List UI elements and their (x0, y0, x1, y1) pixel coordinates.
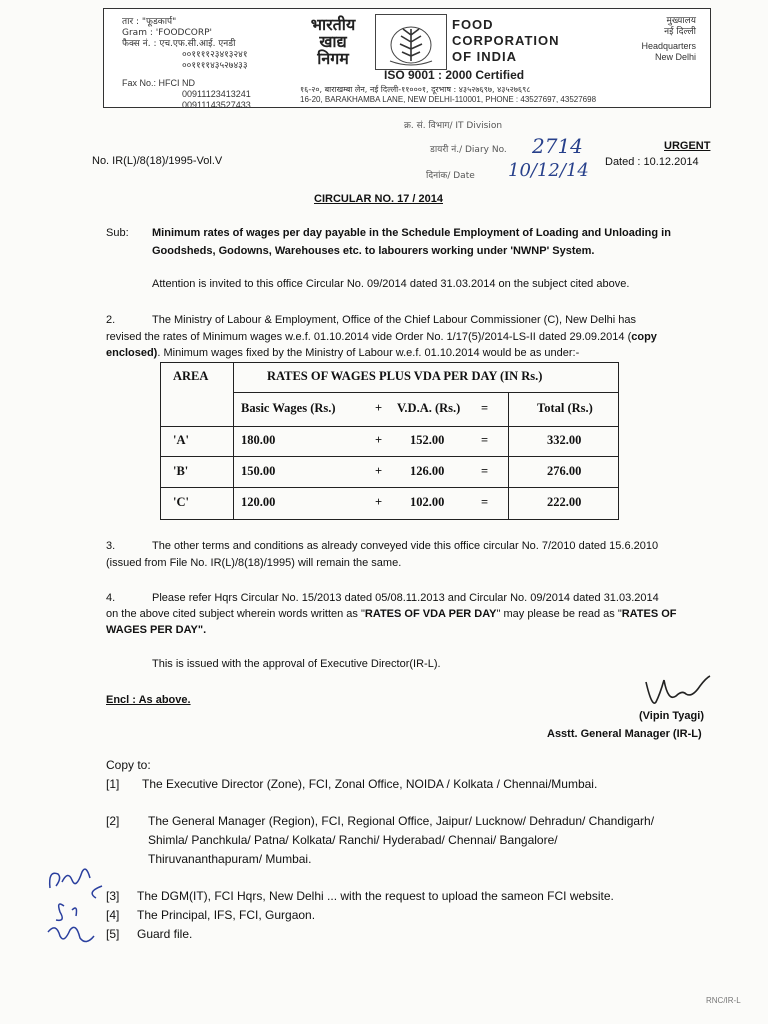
subject-line: Goodsheds, Godowns, Warehouses etc. to labourers working under 'NWNP' System. (152, 245, 595, 257)
wheat-emblem-icon (376, 15, 446, 69)
para4-line: Please refer Hqrs Circular No. 15/2013 dated 05/08.11.2013 and Circular No. 09/2014 dated 31.03.2014 (152, 592, 659, 604)
stamp-date: दिनांक/ Date (426, 171, 475, 181)
urgent-label: URGENT (664, 140, 711, 152)
approval-line: This is issued with the approval of Executive Director(IR-L). (152, 658, 441, 670)
hq-english-line: Headquarters (641, 41, 696, 51)
fax-hindi-number: ००११११४३५२७४३३ (182, 61, 248, 71)
row-total: 222.00 (547, 495, 582, 509)
row-vda: 126.00 (410, 464, 445, 478)
table-divider (161, 426, 618, 427)
row-basic: 180.00 (241, 433, 276, 447)
telegram-line: तार : "फूडकार्प" (122, 17, 177, 27)
org-name-hindi-line: भारतीय (310, 15, 356, 34)
row-area: 'B' (173, 464, 189, 478)
column-header-area: AREA (173, 369, 209, 383)
table-divider (161, 456, 618, 457)
copy-item-number: [4] (106, 908, 120, 922)
copy-item-text: The DGM(IT), FCI Hqrs, New Delhi ... with the request to upload the sameon FCI website. (137, 889, 614, 903)
row-area: 'C' (173, 495, 189, 509)
para-number: 4. (106, 592, 116, 604)
para4-bold-text: RATES OF VDA PER DAY (364, 608, 497, 620)
column-header-basic: Basic Wages (Rs.) (241, 401, 336, 415)
iso-certification: ISO 9001 : 2000 Certified (384, 68, 525, 82)
copy-to-label: Copy to: (106, 758, 151, 772)
blue-ink-scribble-icon (42, 860, 112, 960)
copy-item-number: [3] (106, 889, 120, 903)
para2-line (106, 329, 657, 345)
row-plus: + (375, 495, 383, 509)
org-name-english-line: CORPORATION (452, 33, 560, 48)
org-name-hindi (300, 16, 366, 67)
dated: Dated : 10.12.2014 (605, 156, 699, 168)
signatory-name: (Vipin Tyagi) (639, 710, 704, 722)
fax-hindi-line: फैक्स नं. : एच.एफ.सी.आई. एनडी (122, 39, 236, 49)
hq-english (612, 41, 696, 63)
address-hindi: १६-२०, बाराखम्बा लेन, नई दिल्ली-११०००१, दूरभाष : ४३५२७६९७, ४३५२७६९८ (300, 85, 531, 94)
para4-bold-text: RATES OF (621, 608, 677, 620)
letterhead-telegram-block (122, 17, 248, 72)
para2-line: The Ministry of Labour & Employment, Office of the Chief Labour Commissioner (C), New Delhi has (152, 314, 636, 326)
stamp-diary-number: 2714 (532, 134, 583, 158)
column-header-plus: + (375, 401, 383, 415)
copy-item-number: [1] (106, 777, 120, 791)
handwritten-note-icon (42, 860, 112, 965)
fax-number: 00911123413241 (182, 89, 251, 99)
table-divider (161, 487, 618, 488)
reference-number: No. IR(L)/8(18)/1995-Vol.V (92, 155, 223, 167)
enclosure-label: Encl : As above. (106, 694, 191, 706)
hq-english-line: New Delhi (654, 52, 696, 62)
row-vda: 102.00 (410, 495, 445, 509)
copy-item-text: Thiruvananthapuram/ Mumbai. (148, 852, 312, 866)
para-number: 3. (106, 540, 116, 552)
signatory-designation: Asstt. General Manager (IR-L) (547, 728, 702, 740)
fax-hindi-number: ००११११२३४१३२४१ (182, 50, 248, 60)
org-name-hindi-line: निगम (317, 49, 349, 68)
org-name-english-line: OF INDIA (452, 49, 518, 64)
para4-text: on the above cited subject wherein words written as " (106, 608, 365, 620)
org-name-english (452, 17, 560, 65)
stamp-diary: डायरी नं./ Diary No. (430, 145, 507, 155)
column-header-vda: V.D.A. (Rs.) (397, 401, 461, 415)
subject-label: Sub: (106, 227, 129, 239)
handwritten-signature-icon (642, 672, 712, 712)
row-total: 276.00 (547, 464, 582, 478)
wage-rates-table (160, 362, 619, 520)
copy-item-text: The Executive Director (Zone), FCI, Zonal Office, NOIDA / Kolkata / Chennai/Mumbai. (142, 777, 598, 791)
fax-number: 00911143527433 (182, 100, 251, 110)
stamp-division: क्र. सं. विभाग/ IT Division (404, 121, 503, 131)
copy-item-text: Guard file. (137, 927, 193, 941)
subject-line: Minimum rates of wages per day payable in the Schedule Employment of Loading and Unloading in (152, 227, 671, 239)
para2-bold-text: copy (631, 331, 657, 343)
row-area: 'A' (173, 433, 189, 447)
row-vda: 152.00 (410, 433, 445, 447)
stamp-division-text: IT Division (455, 121, 503, 131)
row-plus: + (375, 433, 383, 447)
row-equals: = (481, 433, 489, 447)
hq-hindi (624, 16, 696, 38)
para3-line: The other terms and conditions as already conveyed vide this office circular No. 7/2010 dated 15.6.2010 (152, 540, 659, 552)
row-basic: 150.00 (241, 464, 276, 478)
copy-item-text: The Principal, IFS, FCI, Gurgaon. (137, 908, 316, 922)
copy-item-text: The General Manager (Region), FCI, Regional Office, Jaipur/ Lucknow/ Dehradun/ Chandigarh/ (148, 814, 655, 828)
para3-line: (issued from File No. IR(L)/8(18)/1995) will remain the same. (106, 557, 402, 569)
row-plus: + (375, 464, 383, 478)
para4-line: WAGES PER DAY". (106, 624, 207, 636)
fci-logo-emblem (375, 14, 447, 70)
attention-paragraph: Attention is invited to this office Circular No. 09/2014 dated 31.03.2014 on the subject cited above. (152, 278, 630, 290)
hq-hindi-line: मुख्यालय (666, 16, 696, 26)
org-name-hindi-line: खाद्य (319, 32, 347, 51)
gram-line: Gram : 'FOODCORP' (122, 28, 212, 38)
copy-item-number: [2] (106, 814, 120, 828)
column-header-equals: = (481, 401, 489, 415)
copy-item-number: [5] (106, 927, 120, 941)
para2-text: revised the rates of Minimum wages w.e.f. 01.10.2014 vide Order No. 1/17(5)/2014-LS-II dated 29.09.2014 ( (106, 331, 632, 343)
hq-hindi-line: नई दिल्ली (664, 27, 696, 37)
row-equals: = (481, 495, 489, 509)
row-equals: = (481, 464, 489, 478)
row-total: 332.00 (547, 433, 582, 447)
fax-block (122, 78, 251, 111)
stamp-date-value: 10/12/14 (508, 160, 589, 181)
address-english: 16-20, BARAKHAMBA LANE, NEW DELHI-110001, PHONE : 43527697, 43527698 (300, 95, 597, 104)
column-header-total: Total (Rs.) (537, 401, 593, 415)
footer-code: RNC/IR-L (706, 996, 741, 1005)
para2-text: . Minimum wages fixed by the Ministry of Labour w.e.f. 01.10.2014 would be as under:- (157, 347, 580, 359)
fax-label: Fax No.: HFCI ND (122, 78, 196, 88)
row-basic: 120.00 (241, 495, 276, 509)
table-divider (233, 392, 618, 393)
table-divider (233, 363, 234, 519)
circular-title: CIRCULAR NO. 17 / 2014 (314, 193, 443, 205)
stamp-date-label: Date (453, 171, 475, 181)
stamp-diary-label: Diary No. (465, 145, 507, 155)
para4-line (106, 606, 677, 622)
org-name-english-line: FOOD (452, 17, 494, 32)
para-number: 2. (106, 314, 116, 326)
para2-line (106, 345, 579, 361)
copy-item-text: Shimla/ Panchkula/ Patna/ Kolkata/ Ranchi/ Hyderabad/ Chennai/ Bangalore/ (148, 833, 558, 847)
table-title: RATES OF WAGES PLUS VDA PER DAY (IN Rs.) (267, 369, 543, 383)
para4-text: " may please be read as " (496, 608, 622, 620)
para2-bold-text: enclosed) (106, 347, 158, 359)
